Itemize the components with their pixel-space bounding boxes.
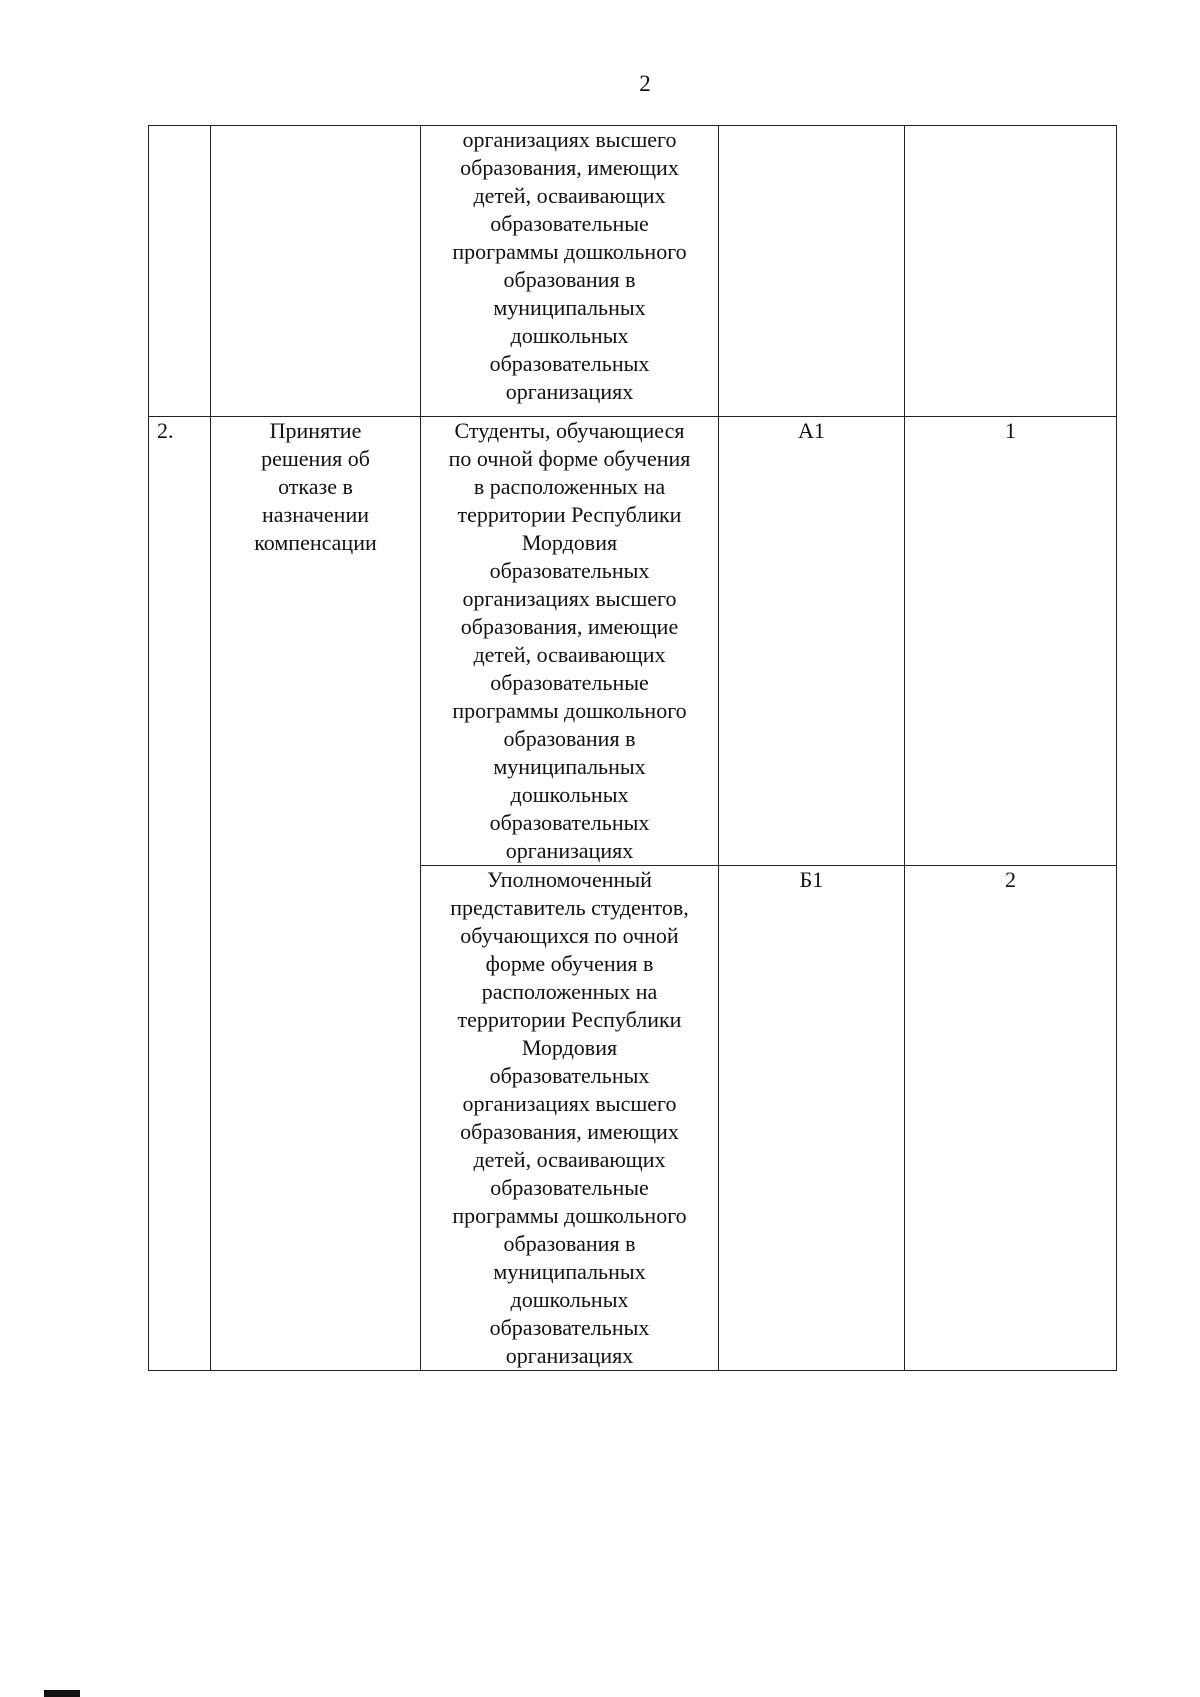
code-text: А1 bbox=[798, 418, 825, 443]
table-row-continuation bbox=[149, 126, 1117, 417]
action-cell bbox=[211, 126, 421, 417]
applicant-text: Студенты, обучающиеся по очной форме обучения в расположенных на территории Республики Мордовия образовательных организациях высшего образования, имеющие детей, осваивающих образовательные программы дошкольного образования в муниципальных дошкольных образовательных организациях bbox=[448, 418, 691, 863]
code-text: Б1 bbox=[799, 867, 824, 892]
document-table bbox=[148, 125, 1117, 1371]
applicant-cell bbox=[421, 417, 719, 866]
table-row bbox=[149, 417, 1117, 866]
code-cell bbox=[719, 126, 905, 417]
action-cell bbox=[211, 417, 421, 1371]
applicant-text: Уполномоченный представитель студентов, обучающихся по очной форме обучения в расположенных на территории Республики Мордовия образовательных организациях высшего образования, имеющих детей, осваивающих образовательные программы дошкольного образования в муниципальных дошкольных образовательных организациях bbox=[450, 867, 689, 1368]
variant-cell bbox=[905, 126, 1117, 417]
variant-text: 1 bbox=[1005, 418, 1016, 443]
page-number: 2 bbox=[639, 71, 651, 96]
row-number-cell bbox=[149, 126, 211, 417]
applicant-text: организациях высшего образования, имеющих детей, осваивающих образовательные программы дошкольного образования в муниципальных дошкольных образовательных организациях bbox=[452, 127, 687, 404]
code-cell bbox=[719, 866, 905, 1371]
code-cell bbox=[719, 417, 905, 866]
row-number: 2. bbox=[157, 418, 174, 443]
variant-cell bbox=[905, 417, 1117, 866]
footer-mark bbox=[44, 1690, 80, 1697]
action-text: Принятие решения об отказе в назначении компенсации bbox=[254, 418, 377, 555]
row-number-cell bbox=[149, 417, 211, 1371]
applicant-cell bbox=[421, 866, 719, 1371]
variant-cell bbox=[905, 866, 1117, 1371]
variant-text: 2 bbox=[1005, 867, 1016, 892]
applicant-cell bbox=[421, 126, 719, 417]
